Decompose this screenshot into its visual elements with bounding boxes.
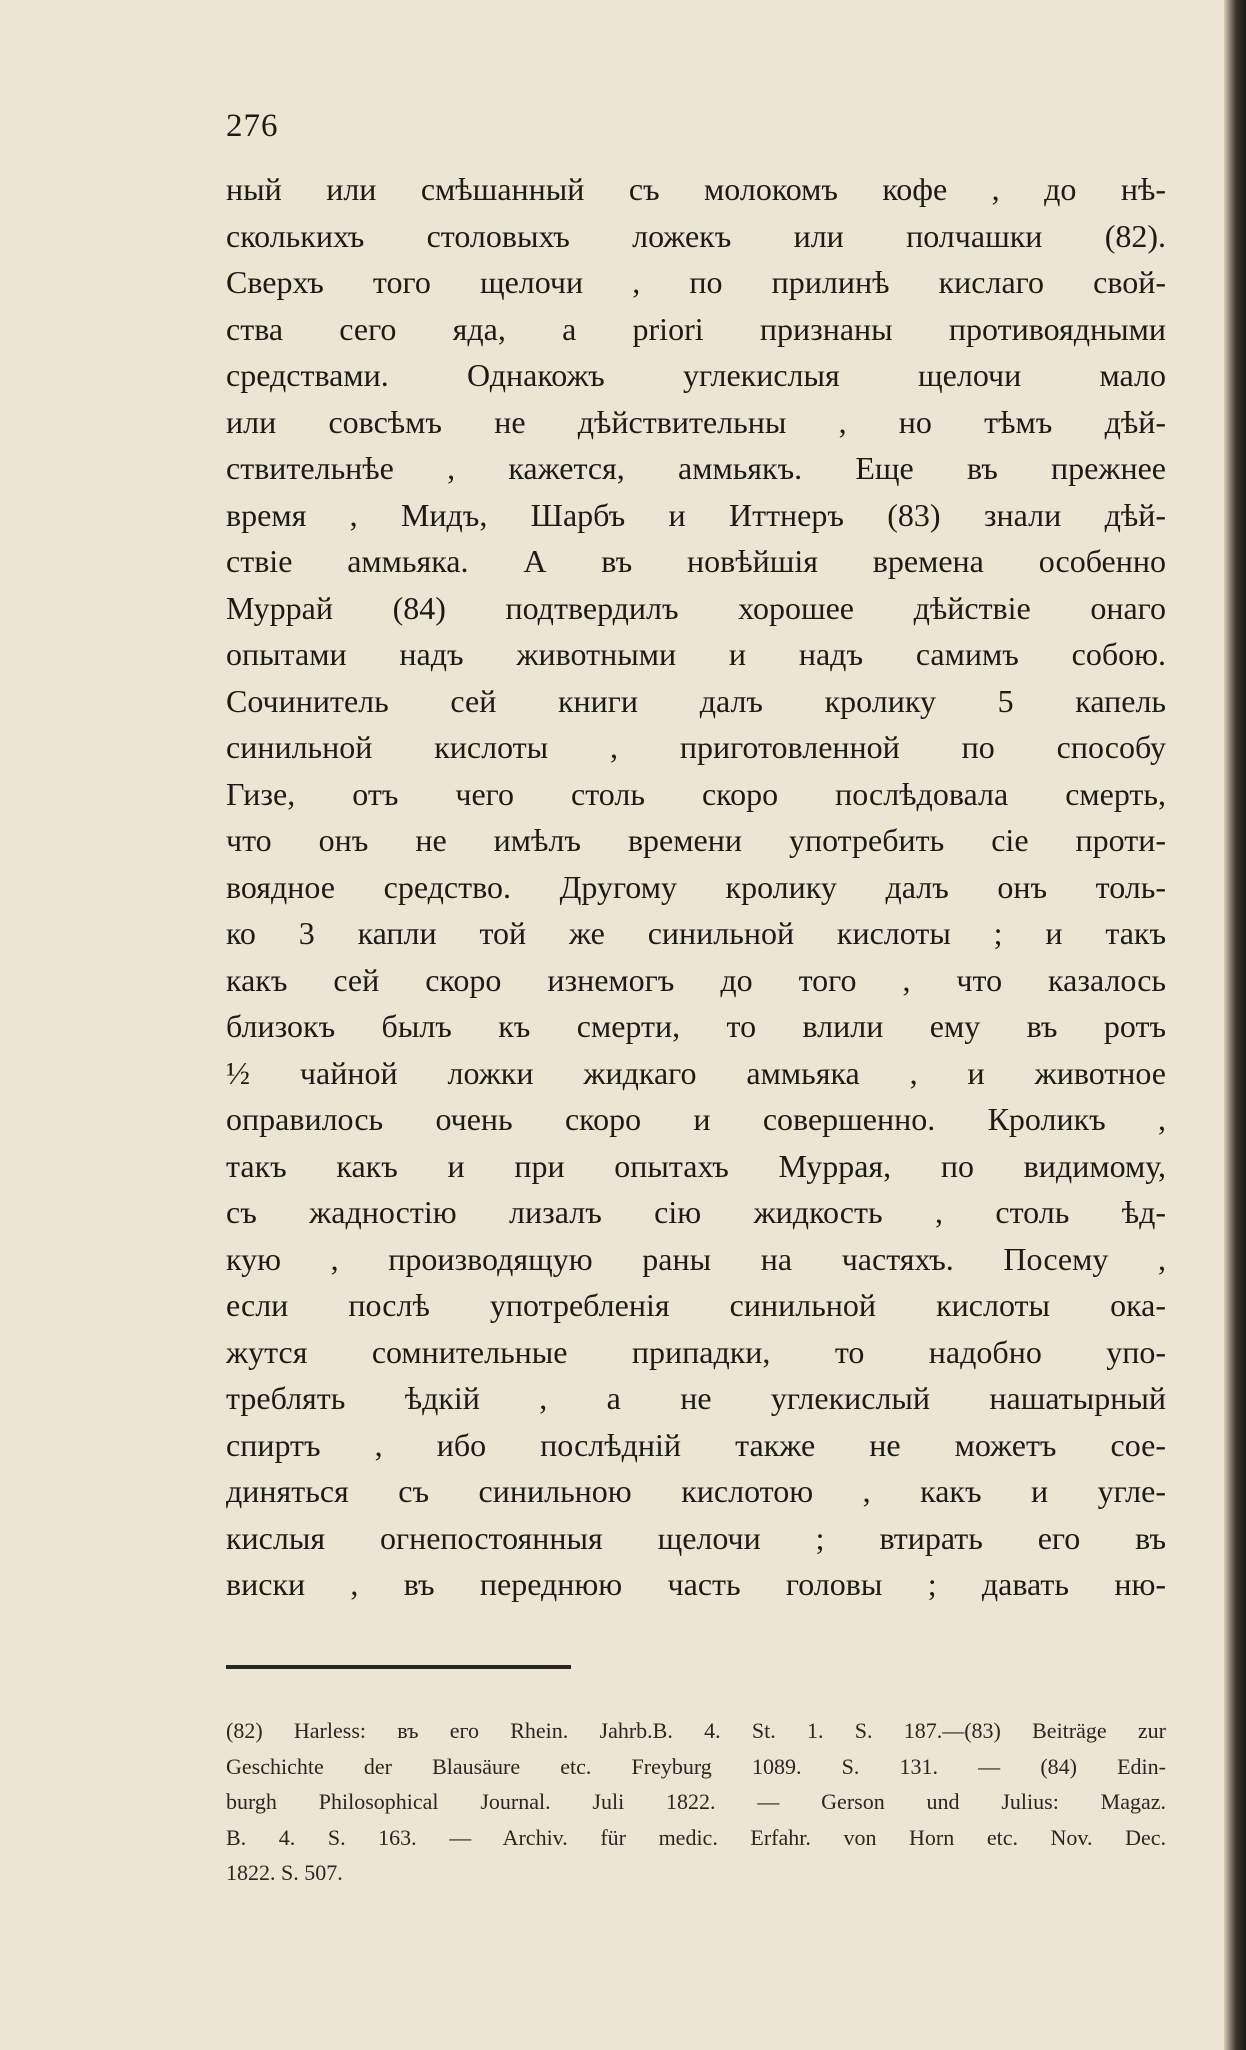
text-line: ко 3 капли той же синильной кислоты ; и такъ <box>226 915 1166 951</box>
text-line: ствительнѣе , кажется, аммьякъ. Еще въ прежнее <box>226 450 1166 486</box>
text-line: кислыя огнепостоянныя щелочи ; втирать его въ <box>226 1519 1166 1556</box>
page-number: 276 <box>226 108 279 144</box>
text-line: синильной кислоты , приготовленной по способу <box>226 729 1166 765</box>
text-line: опытами надъ животными и надъ самимъ собою. <box>226 636 1166 672</box>
text-line: спиртъ , ибо послѣдній также не можетъ сое- <box>226 1426 1166 1463</box>
text-line: виски , въ переднюю часть головы ; давать ню- <box>226 1566 1166 1602</box>
text-line: время , Мидъ, Шарбъ и Иттнеръ (83) знали дѣй- <box>226 496 1166 533</box>
text-line: ствіе аммьяка. А въ новѣйшія времена особенно <box>226 543 1166 579</box>
text-line: какъ сей скоро изнемогъ до того , что казалось <box>226 961 1166 998</box>
text-line: такъ какъ и при опытахъ Муррая, по видимому, <box>226 1147 1166 1184</box>
footnote-line: (82) Harless: въ его Rhein. Jahrb.B. 4. St. 1. S. 187.—(83) Beiträge zur <box>226 1718 1166 1743</box>
footnotes <box>226 1713 1166 1891</box>
footnote-line: burgh Philosophical Journal. Juli 1822. — Gerson und Julius: Magaz. <box>226 1789 1166 1814</box>
text-line: оправилось очень скоро и совершенно. Кроликъ , <box>226 1101 1166 1137</box>
text-line: кую , производящую раны на частяхъ. Посему , <box>226 1240 1166 1277</box>
footnote-line: 1822. S. 507. <box>226 1860 343 1885</box>
text-line: жутся сомнительные припадки, то надобно упо- <box>226 1333 1166 1370</box>
text-line: ный или смѣшанный съ молокомъ кофе , до нѣ- <box>226 171 1166 207</box>
text-line: Гизе, отъ чего столь скоро послѣдовала смерть, <box>226 775 1166 812</box>
text-line: Сочинитель сей книги далъ кролику 5 капель <box>226 682 1166 719</box>
main-text <box>226 166 1166 1608</box>
footnote-separator <box>226 1665 571 1669</box>
footnote-line: Geschichte der Blausäure etc. Freyburg 1089. S. 131. — (84) Edin- <box>226 1753 1166 1779</box>
text-line: воядное средство. Другому кролику далъ онъ толь- <box>226 868 1166 905</box>
text-line: диняться съ синильною кислотою , какъ и угле- <box>226 1473 1166 1509</box>
text-line: ½ чайной ложки жидкаго аммьяка , и животное <box>226 1054 1166 1091</box>
page-edge-shadow <box>1224 0 1246 2050</box>
text-line: Муррай (84) подтвердилъ хорошее дѣйствіе онаго <box>226 589 1166 626</box>
footnote-line: B. 4. S. 163. — Archiv. für medic. Erfahr. von Horn etc. Nov. Dec. <box>226 1824 1166 1850</box>
text-line: сколькихъ столовыхъ ложекъ или полчашки (82). <box>226 217 1166 254</box>
text-line: Сверхъ того щелочи , по прилинѣ кислаго свой- <box>226 264 1166 300</box>
text-line: треблять ѣдкій , а не углекислый нашатырный <box>226 1380 1166 1416</box>
text-line: съ жадностію лизалъ сію жидкость , столь ѣд- <box>226 1194 1166 1230</box>
text-line: близокъ былъ къ смерти, то влили ему въ ротъ <box>226 1008 1166 1044</box>
text-line: ства сего яда, a priori признаны противоядными <box>226 310 1166 347</box>
text-line: или совсѣмъ не дѣйствительны , но тѣмъ дѣй- <box>226 403 1166 440</box>
text-line: если послѣ употребленія синильной кислоты ока- <box>226 1287 1166 1323</box>
text-line: что онъ не имѣлъ времени употребить сіе проти- <box>226 822 1166 858</box>
text-line: средствами. Однакожъ углекислыя щелочи мало <box>226 357 1166 393</box>
